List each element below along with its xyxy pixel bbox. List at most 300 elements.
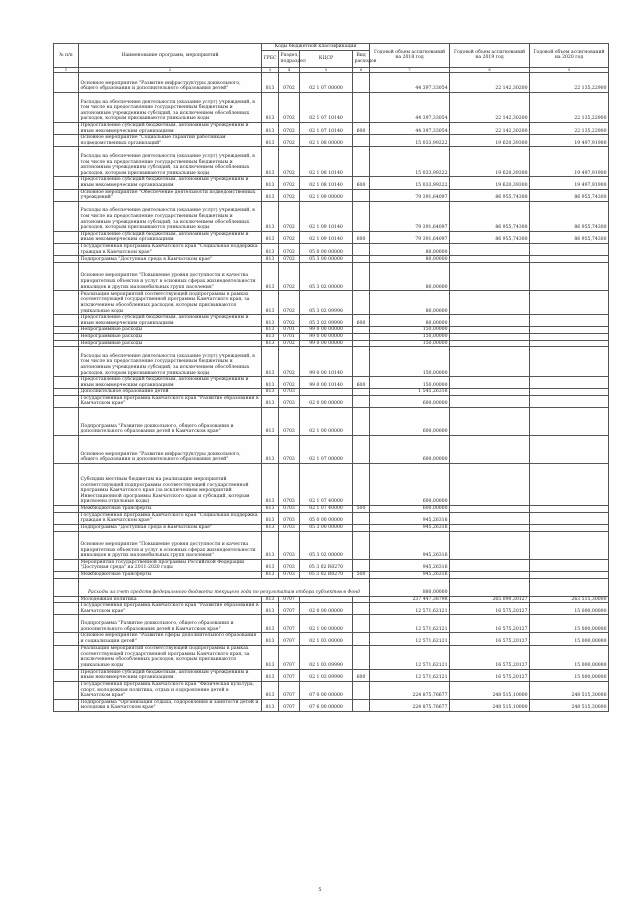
row-num-cell <box>54 572 79 579</box>
kcsr-cell: 02 1 07 00000 <box>300 73 353 93</box>
row-num-cell <box>54 395 79 407</box>
table-row <box>54 389 609 396</box>
grbs-cell: 813 <box>262 189 279 201</box>
amount-2019-cell: 19 620,39300 <box>450 177 530 189</box>
amount-2019-cell <box>450 389 530 396</box>
grbs-cell: 813 <box>262 559 279 571</box>
kcsr-cell: 02 1 09 10140 <box>300 231 353 243</box>
grbs-cell: 813 <box>262 263 279 291</box>
section-cell: 0707 <box>279 633 300 645</box>
amount-2018-cell: 237 447,38798 <box>370 596 450 603</box>
column-index: 5 <box>300 67 353 72</box>
amount-2018-cell: 150,00000 <box>370 327 450 334</box>
row-name-cell: Основное мероприятие "Социальные гарантии работникам подведомственных организаций" <box>79 135 262 147</box>
row-name-cell: Межбюджетные трансферты <box>79 572 262 579</box>
amount-2020-cell <box>530 506 609 513</box>
amount-2018-cell: 12 571,62121 <box>370 615 450 633</box>
expense-type-cell <box>353 333 370 340</box>
expense-type-cell <box>353 681 370 699</box>
kcsr-cell: 02 1 07 00000 <box>300 436 353 464</box>
section-cell: 0707 <box>279 603 300 615</box>
kcsr-cell: 02 1 08 10140 <box>300 177 353 189</box>
expense-type-cell <box>353 596 370 603</box>
table-row <box>54 243 609 255</box>
row-num-cell <box>54 531 79 559</box>
expense-type-cell <box>353 256 370 263</box>
header-name: Наименование программ, мероприятий <box>79 44 262 68</box>
grbs-cell: 813 <box>262 327 279 334</box>
expense-type-cell <box>353 327 370 334</box>
row-name-cell: Основное мероприятие "Развитие сферы дополнительного образования и социализации детей" <box>79 633 262 645</box>
table-row <box>54 377 609 389</box>
expense-type-cell: 600 <box>353 377 370 389</box>
grbs-cell: 813 <box>262 231 279 243</box>
amount-2020-cell: 19 497,91900 <box>530 147 609 177</box>
section-cell: 0702 <box>279 291 300 315</box>
amount-2018-cell: 80,00000 <box>370 315 450 327</box>
amount-2019-cell: 22 142,30200 <box>450 123 530 135</box>
expense-type-cell: 500 <box>353 572 370 579</box>
amount-2018-cell: 15 033,99222 <box>370 177 450 189</box>
grbs-cell: 813 <box>262 256 279 263</box>
row-num-cell <box>54 699 79 711</box>
expense-type-cell <box>353 699 370 711</box>
amount-2019-cell <box>450 531 530 559</box>
grbs-cell: 813 <box>262 408 279 436</box>
amount-2020-cell: 15 000,00000 <box>530 633 609 645</box>
amount-2020-cell <box>530 256 609 263</box>
row-num-cell <box>54 596 79 603</box>
amount-2018-cell: 12 571,62121 <box>370 669 450 681</box>
expense-type-cell <box>353 135 370 147</box>
amount-2019-cell <box>450 333 530 340</box>
row-num-cell <box>54 73 79 93</box>
table-row <box>54 512 609 524</box>
row-name-cell: Государственная программа Камчатского края "Развитие образования в Камчатском крае" <box>79 395 262 407</box>
amount-2020-cell: 15 000,00000 <box>530 669 609 681</box>
kcsr-cell: 02 1 09 00000 <box>300 189 353 201</box>
row-num-cell <box>54 559 79 571</box>
amount-2020-cell: 248 515,30000 <box>530 699 609 711</box>
row-num-cell <box>54 327 79 334</box>
amount-2019-cell: 16 575,20127 <box>450 633 530 645</box>
expense-type-cell <box>353 263 370 291</box>
amount-2019-cell <box>450 464 530 506</box>
row-num-cell <box>54 645 79 669</box>
grbs-cell: 813 <box>262 315 279 327</box>
grbs-cell: 813 <box>262 340 279 347</box>
row-name-cell: Предоставление субсидий бюджетным, автономным учреждениям и иным некоммерческим организациям <box>79 177 262 189</box>
section-cell: 0702 <box>279 93 300 123</box>
amount-2018-cell: 80,00000 <box>370 291 450 315</box>
row-num-cell <box>54 633 79 645</box>
kcsr-cell: 02 1 03 00000 <box>300 633 353 645</box>
row-name-cell: Подпрограмма "Доступная среда в Камчатском крае" <box>79 524 262 531</box>
row-name-cell: Дополнительное образование детей <box>79 389 262 396</box>
expense-type-cell: 600 <box>353 123 370 135</box>
row-name-cell: Расходы на обеспечение деятельности (оказание услуг) учреждений, в том числе на предоставление государственным бюджетным и автономным учреждениям субсидий, за исключением обособленных расходов, которым присваиваются уникальные коды <box>79 93 262 123</box>
table-row <box>54 699 609 711</box>
kcsr-cell: 99 0 00 00000 <box>300 340 353 347</box>
amount-2019-cell <box>450 377 530 389</box>
kcsr-cell: 02 1 07 40000 <box>300 464 353 506</box>
grbs-cell: 813 <box>262 615 279 633</box>
row-name-cell: Основное мероприятие "Обеспечение деятельности подведомственных учреждений" <box>79 189 262 201</box>
row-name-cell: Основное мероприятие "Повышение уровня доступности и качества приоритетных объектов и услуг в основных сферах жизнедеятельности инвалидов и других маломобильных групп населения" <box>79 263 262 291</box>
amount-2019-cell <box>450 243 530 255</box>
expense-type-cell: 600 <box>353 669 370 681</box>
grbs-cell: 813 <box>262 464 279 506</box>
row-num-cell <box>54 340 79 347</box>
row-num-cell <box>54 177 79 189</box>
row-num-cell <box>54 408 79 436</box>
row-num-cell <box>54 263 79 291</box>
row-num-cell <box>54 256 79 263</box>
grbs-cell: 813 <box>262 531 279 559</box>
amount-2020-cell <box>530 377 609 389</box>
grbs-cell: 813 <box>262 93 279 123</box>
row-name-cell: Подпрограмма "Организация отдыха, оздоровления и занятости детей и молодежи в Камчатском крае" <box>79 699 262 711</box>
expense-type-cell <box>353 389 370 396</box>
amount-2020-cell <box>530 512 609 524</box>
row-num-cell <box>54 347 79 377</box>
kcsr-cell: 02 1 07 10140 <box>300 93 353 123</box>
section-cell: 0702 <box>279 377 300 389</box>
section-cell: 0707 <box>279 615 300 633</box>
grbs-cell: 813 <box>262 596 279 603</box>
row-name-cell: Предоставление субсидий бюджетным, автономным учреждениям и иным некоммерческим организациям <box>79 669 262 681</box>
amount-2019-cell <box>450 327 530 334</box>
kcsr-cell: 05 3 02 09990 <box>300 315 353 327</box>
row-num-cell <box>54 464 79 506</box>
table-row <box>54 256 609 263</box>
row-name-cell: Государственная программа Камчатского края "Социальная поддержка граждан в Камчатском крае" <box>79 243 262 255</box>
amount-2019-cell: 248 515,10000 <box>450 699 530 711</box>
header-2018: Годовой объем ассигнований на 2018 год <box>370 44 450 68</box>
amount-2018-cell: 945,26316 <box>370 512 450 524</box>
amount-2018-cell: 945,26316 <box>370 559 450 571</box>
kcsr-cell: 02 1 03 09990 <box>300 669 353 681</box>
table-row <box>54 189 609 201</box>
section-cell: 0701 <box>279 333 300 340</box>
section-cell: 0702 <box>279 256 300 263</box>
row-num-cell <box>54 93 79 123</box>
column-index: 2 <box>79 67 262 72</box>
amount-2019-cell <box>450 506 530 513</box>
section-cell: 0703 <box>279 512 300 524</box>
table-row <box>54 615 609 633</box>
table-row <box>54 464 609 506</box>
table-row <box>54 147 609 177</box>
table-row <box>54 603 609 615</box>
row-num-cell <box>54 291 79 315</box>
table-row <box>54 506 609 513</box>
amount-2019-cell: 86 955,74300 <box>450 189 530 201</box>
amount-2020-cell <box>530 243 609 255</box>
kcsr-cell <box>300 389 353 396</box>
table-row <box>54 201 609 231</box>
amount-2020-cell <box>530 347 609 377</box>
amount-2019-cell <box>450 524 530 531</box>
row-name-cell: Основное мероприятие "Повышение уровня доступности и качества приоритетных объектов и услуг в основных сферах жизнедеятельности инвалидов и других маломобильных групп населения" <box>79 531 262 559</box>
amount-2019-cell <box>450 408 530 436</box>
expense-type-cell: 600 <box>353 315 370 327</box>
amount-2019-cell: 19 620,39300 <box>450 147 530 177</box>
grbs-cell: 813 <box>262 347 279 377</box>
kcsr-cell: 05 3 02 09990 <box>300 291 353 315</box>
grbs-cell: 813 <box>262 506 279 513</box>
expense-type-cell <box>353 347 370 377</box>
amount-2019-cell <box>450 315 530 327</box>
amount-2018-cell: 80,00000 <box>370 243 450 255</box>
grbs-cell: 813 <box>262 669 279 681</box>
table-row <box>54 340 609 347</box>
kcsr-cell: 05 3 02 00000 <box>300 263 353 291</box>
table-row <box>54 263 609 291</box>
table-row <box>54 408 609 436</box>
amount-2020-cell: 86 955,74300 <box>530 189 609 201</box>
amount-2019-cell <box>450 256 530 263</box>
amount-2018-cell: 12 571,62121 <box>370 645 450 669</box>
row-name-cell: Предоставление субсидий бюджетным, автономным учреждениям и иным некоммерческим организациям <box>79 377 262 389</box>
expense-type-cell <box>353 147 370 177</box>
amount-2020-cell: 22 135,22900 <box>530 93 609 123</box>
amount-2020-cell: 86 955,74300 <box>530 201 609 231</box>
table-row <box>54 123 609 135</box>
table-note-row <box>54 578 609 596</box>
expense-type-cell <box>353 189 370 201</box>
amount-2020-cell <box>530 436 609 464</box>
header-grbs: ГРБС <box>262 50 279 67</box>
amount-2020-cell <box>530 389 609 396</box>
row-name-cell: Государственная программа Камчатского края "Физическая культура, спорт, молодежная политика, отдых и оздоровление детей в Камчатском крае" <box>79 681 262 699</box>
amount-2018-cell: 80,00000 <box>370 256 450 263</box>
amount-2020-cell <box>530 524 609 531</box>
table-row <box>54 93 609 123</box>
amount-2019-cell: 16 575,20127 <box>450 645 530 669</box>
kcsr-cell: 99 0 00 00000 <box>300 333 353 340</box>
expense-type-cell <box>353 340 370 347</box>
column-index: 3 <box>262 67 279 72</box>
table-row <box>54 347 609 377</box>
amount-2020-cell <box>530 395 609 407</box>
row-name-cell: Непрограммные расходы <box>79 327 262 334</box>
amount-2020-cell: 22 135,22900 <box>530 73 609 93</box>
amount-2019-cell: 19 620,39300 <box>450 135 530 147</box>
grbs-cell: 813 <box>262 147 279 177</box>
amount-2019-cell: 265 090,30127 <box>450 596 530 603</box>
expense-type-cell <box>353 93 370 123</box>
amount-2018-cell: 44 397,33054 <box>370 93 450 123</box>
section-cell: 0703 <box>279 408 300 436</box>
amount-2018-cell: 600,00000 <box>370 506 450 513</box>
table-row <box>54 572 609 579</box>
expense-type-cell <box>353 603 370 615</box>
section-cell: 0702 <box>279 231 300 243</box>
amount-2018-cell: 880,00000 <box>370 578 450 596</box>
section-cell: 0703 <box>279 572 300 579</box>
grbs-cell: 813 <box>262 633 279 645</box>
amount-2020-cell <box>530 315 609 327</box>
amount-2020-cell <box>530 559 609 571</box>
amount-2018-cell: 600,00000 <box>370 395 450 407</box>
grbs-cell: 813 <box>262 645 279 669</box>
grbs-cell: 813 <box>262 572 279 579</box>
row-name-cell: Молодежная политика <box>79 596 262 603</box>
table-row <box>54 645 609 669</box>
amount-2019-cell: 86 955,74300 <box>450 201 530 231</box>
section-cell: 0702 <box>279 177 300 189</box>
kcsr-cell: 07 0 00 00000 <box>300 681 353 699</box>
table-row <box>54 231 609 243</box>
table-row <box>54 327 609 334</box>
header-codes-group: Коды бюджетной классификации <box>262 44 370 51</box>
row-num-cell <box>54 377 79 389</box>
row-num-cell <box>54 436 79 464</box>
expense-type-cell <box>353 512 370 524</box>
expense-type-cell <box>353 395 370 407</box>
kcsr-cell: 02 1 07 40000 <box>300 506 353 513</box>
amount-2018-cell: 150,00000 <box>370 347 450 377</box>
expense-type-cell <box>353 645 370 669</box>
amount-2020-cell: 86 955,74300 <box>530 231 609 243</box>
amount-2018-cell: 600,00000 <box>370 436 450 464</box>
section-cell: 0703 <box>279 531 300 559</box>
expense-type-cell <box>353 615 370 633</box>
table-body <box>54 73 609 712</box>
section-cell: 0707 <box>279 645 300 669</box>
expense-type-cell <box>353 73 370 93</box>
table-row <box>54 333 609 340</box>
table-row <box>54 669 609 681</box>
row-name-cell: Непрограммные расходы <box>79 333 262 340</box>
section-cell: 0703 <box>279 464 300 506</box>
amount-2020-cell: 22 135,22900 <box>530 123 609 135</box>
amount-2018-cell: 945,26316 <box>370 524 450 531</box>
amount-2019-cell <box>450 263 530 291</box>
section-cell: 0702 <box>279 123 300 135</box>
amount-2018-cell: 945,26316 <box>370 572 450 579</box>
grbs-cell: 813 <box>262 436 279 464</box>
column-index: 4 <box>279 67 300 72</box>
amount-2019-cell: 22 142,30200 <box>450 93 530 123</box>
amount-2019-cell <box>450 347 530 377</box>
kcsr-cell <box>300 596 353 603</box>
amount-2018-cell: 224 875,76677 <box>370 681 450 699</box>
amount-2020-cell: 248 515,30000 <box>530 681 609 699</box>
kcsr-cell: 02 1 08 00000 <box>300 135 353 147</box>
row-name-cell: Расходы на обеспечение деятельности (оказание услуг) учреждений, в том числе на предоставление государственным бюджетным и автономным учреждениям субсидий, за исключением обособленных расходов, которым присваиваются уникальные коды <box>79 147 262 177</box>
row-name-cell: Реализация мероприятий соответствующей подпрограммы в рамках соответствующей государственной программы Камчатского края, за исключением обособленных расходов, которым присваиваются уникальные коды <box>79 645 262 669</box>
amount-2019-cell <box>450 291 530 315</box>
amount-2019-cell <box>450 395 530 407</box>
table-row <box>54 524 609 531</box>
section-cell: 0707 <box>279 681 300 699</box>
amount-2018-cell: 945,26316 <box>370 531 450 559</box>
grbs-cell: 813 <box>262 177 279 189</box>
amount-2018-cell: 600,00000 <box>370 464 450 506</box>
header-section: Раздел, подраздел <box>279 50 300 67</box>
row-name-cell: Предоставление субсидий бюджетным, автономным учреждениям и иным некоммерческим организациям <box>79 231 262 243</box>
expense-type-cell <box>353 291 370 315</box>
section-cell: 0702 <box>279 243 300 255</box>
expense-type-cell <box>353 524 370 531</box>
amount-2018-cell: 224 875,76677 <box>370 699 450 711</box>
page-number: 5 <box>318 887 322 893</box>
section-cell: 0702 <box>279 347 300 377</box>
expense-type-cell <box>353 464 370 506</box>
column-index: 7 <box>370 67 450 72</box>
row-name-cell: Подпрограмма "Развитие дошкольного, общего образования и дополнительного образования детей в Камчатском крае" <box>79 408 262 436</box>
table-row <box>54 135 609 147</box>
grbs-cell: 813 <box>262 681 279 699</box>
grbs-cell: 813 <box>262 135 279 147</box>
amount-2019-cell <box>450 572 530 579</box>
row-num-cell <box>54 669 79 681</box>
row-num-cell <box>54 615 79 633</box>
row-num-cell <box>54 603 79 615</box>
row-num-cell <box>54 315 79 327</box>
header-num: № п/п <box>54 44 79 68</box>
row-num-cell <box>54 135 79 147</box>
grbs-cell: 813 <box>262 201 279 231</box>
expense-type-cell <box>353 201 370 231</box>
column-index: 1 <box>54 67 79 72</box>
expense-type-cell <box>353 436 370 464</box>
amount-2020-cell: 19 497,91900 <box>530 177 609 189</box>
row-num-cell <box>54 506 79 513</box>
kcsr-cell: 05 3 02 R0270 <box>300 572 353 579</box>
section-cell: 0707 <box>279 596 300 603</box>
row-name-cell: Подпрограмма "Доступная среда в Камчатском крае" <box>79 256 262 263</box>
kcsr-cell: 99 0 00 10140 <box>300 377 353 389</box>
section-cell: 0702 <box>279 189 300 201</box>
header-vr: Вид расходов <box>353 50 370 67</box>
amount-2018-cell: 80,00000 <box>370 263 450 291</box>
grbs-cell: 813 <box>262 123 279 135</box>
row-num-cell <box>54 231 79 243</box>
grbs-cell: 813 <box>262 377 279 389</box>
row-num-cell <box>54 123 79 135</box>
kcsr-cell: 99 0 00 00000 <box>300 327 353 334</box>
header-2020: Годовой объем ассигнований на 2020 год <box>530 44 609 68</box>
grbs-cell: 813 <box>262 291 279 315</box>
amount-2018-cell: 600,00000 <box>370 408 450 436</box>
table-row <box>54 559 609 571</box>
table-row <box>54 531 609 559</box>
grbs-cell: 813 <box>262 603 279 615</box>
amount-2018-cell: 15 033,99222 <box>370 147 450 177</box>
amount-2020-cell <box>530 464 609 506</box>
amount-2019-cell <box>450 340 530 347</box>
section-cell: 0707 <box>279 699 300 711</box>
kcsr-cell: 02 1 00 00000 <box>300 615 353 633</box>
kcsr-cell: 05 3 00 00000 <box>300 256 353 263</box>
amount-2020-cell <box>530 572 609 579</box>
section-cell: 0702 <box>279 263 300 291</box>
amount-2020-cell: 15 000,00000 <box>530 603 609 615</box>
kcsr-cell: 05 3 00 00000 <box>300 524 353 531</box>
row-num-cell <box>54 147 79 177</box>
section-cell: 0702 <box>279 135 300 147</box>
amount-2019-cell: 16 575,20127 <box>450 603 530 615</box>
grbs-cell: 813 <box>262 512 279 524</box>
kcsr-cell: 02 1 00 00000 <box>300 408 353 436</box>
section-cell: 0703 <box>279 524 300 531</box>
table-row <box>54 681 609 699</box>
amount-2020-cell <box>530 327 609 334</box>
row-name-cell: Основное мероприятие "Развитие инфраструктуры дошкольного, общего образования и дополнительного образования детей" <box>79 436 262 464</box>
